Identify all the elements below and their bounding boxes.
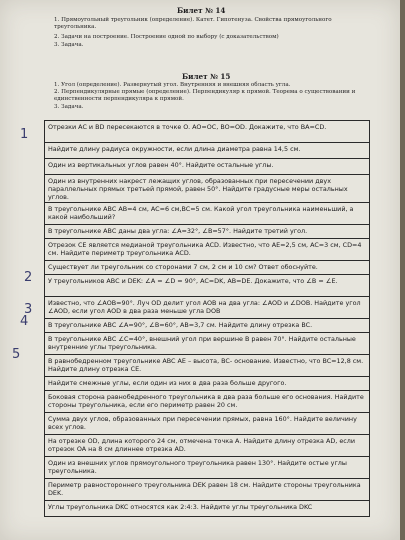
- problem-text: Периметр равностороннего треугольника DEK равен 18 см. Найдите стороны треугольника DEK.: [48, 481, 361, 497]
- problem-row: [45, 479, 369, 501]
- problem-text: Существует ли треугольник со сторонами 7 см, 2 см и 10 см? Ответ обоснуйте.: [48, 263, 318, 271]
- ticket-15-line-4: 3. Задача.: [54, 104, 84, 110]
- ticket-15-title: Билет № 15: [182, 72, 231, 81]
- problem-row: [45, 297, 369, 319]
- problem-row: [45, 377, 369, 391]
- ticket-header-area: [0, 0, 400, 118]
- problem-row: [45, 121, 369, 143]
- problem-text: Отрезки AC и BD пересекаются в точке O. AO=OC, BO=OD. Докажите, что BA=CD.: [48, 123, 327, 131]
- problem-row: [45, 225, 369, 239]
- problem-text: В треугольнике ABC ∠A=90°, ∠B=60°, AB=3,7 см. Найдите длину отрезка BC.: [48, 321, 313, 329]
- problem-text: В треугольнике ABC ∠C=40°, внешний угол при вершине B равен 70°. Найдите остальные внутренние углы треугольника.: [48, 335, 356, 351]
- problem-text: Известно, что ∠AOB=90°. Луч OD делит угол AOB на два угла: ∠AOD и ∠DOB. Найдите угол ∠AOD, если угол AOD в два раза меньше угла DOB: [48, 299, 361, 315]
- problem-text: Боковая сторона равнобедренного треугольника в два раза больше его основания. Найдите стороны треугольника, если его периметр равен 20 см.: [48, 393, 364, 409]
- ticket-14-line-2: треугольника.: [54, 24, 97, 30]
- problem-row: [45, 261, 369, 275]
- handwritten-mark-1: 1: [20, 127, 29, 142]
- problem-row: [45, 203, 369, 225]
- problem-row: [45, 435, 369, 457]
- problem-text: Найдите смежные углы, если один из них в два раза больше другого.: [48, 379, 287, 387]
- ticket-14-line-1: 1. Прямоугольный треугольник (определение). Катет. Гипотенуза. Свойства прямоугольного: [54, 17, 332, 23]
- problem-row: [45, 239, 369, 261]
- problem-row: [45, 457, 369, 479]
- handwritten-mark-3: 3: [24, 302, 33, 317]
- problem-row: [45, 391, 369, 413]
- problem-text: Найдите длину радиуса окружности, если длина диаметра равна 14,5 см.: [48, 145, 301, 153]
- problem-text: Один из внешних углов прямоугольного треугольника равен 130°. Найдите остые углы треугольника.: [48, 459, 347, 475]
- problem-text: Отрезок CE является медианой треугольника ACD. Известно, что AE=2,5 см, AC=3 см, CD=4 см. Найдите периметр треугольника ACD.: [48, 241, 362, 257]
- problem-text: Один из вертикальных углов равен 40°. Найдите остальные углы.: [48, 161, 274, 169]
- problem-table: [44, 120, 370, 517]
- problem-text: В треугольнике ABC AB=4 см, AC=6 см,BC=5 см. Какой угол треугольника наименьший, а какой наибольший?: [48, 205, 354, 221]
- problem-text: У треугольников ABC и DEK: ∠A = ∠D = 90°, AC=DK, AB=DE. Докажите, что ∠B = ∠E.: [48, 277, 338, 285]
- problem-row: [45, 319, 369, 333]
- ticket-15-line-2: 2. Перпендикулярные прямые (определение). Перпендикуляр к прямой. Теорема о существовании и: [54, 89, 356, 95]
- ticket-14-line-3: 2. Задачи на построение. Построение одной по выбору (с доказательством): [54, 34, 279, 40]
- problem-text: В равнобедренном треугольнике ABC AE – высота, BC- основание. Известно, что BC=12,8 см. Найдите длину отрезка CE.: [48, 357, 364, 373]
- problem-text: На отрезке OD, длина которого 24 см, отмечена точка A. Найдите длину отрезка AD, если отрезок OA на 8 см длиннее отрезка AD.: [48, 437, 356, 453]
- handwritten-mark-4: 4: [20, 314, 29, 329]
- problem-text: Сумма двух углов, образованных при пересечении прямых, равна 160°. Найдите величину всех углов.: [48, 415, 357, 431]
- ticket-14-line-4: 3. Задача.: [54, 42, 84, 48]
- problem-text: Углы треугольника DKC относятся как 2:4:3. Найдите углы треугольника DKC: [48, 503, 313, 511]
- problem-text: В треугольнике ABC даны два угла: ∠A=32°, ∠B=57°. Найдите третий угол.: [48, 227, 308, 235]
- problem-row: [45, 275, 369, 297]
- ticket-15-line-3: единственности перпендикуляра к прямой.: [54, 96, 184, 102]
- handwritten-mark-5: 5: [12, 347, 21, 362]
- problem-row: [45, 159, 369, 175]
- problem-row: [45, 175, 369, 203]
- handwritten-mark-2: 2: [24, 270, 33, 285]
- problem-row: [45, 355, 369, 377]
- problem-text: Один из внутренних накрест лежащих углов, образованных при пересечении двух параллельных прямых третьей прямой, равен 50°. Найдите градусные меры остальных углов.: [48, 177, 348, 201]
- problem-row: [45, 333, 369, 355]
- ticket-14-title: Билет № 14: [177, 6, 226, 15]
- problem-row: [45, 501, 369, 517]
- problem-row: [45, 413, 369, 435]
- ticket-15-line-1: 1. Угол (определение). Развернутый угол. Внутренняя и внешняя область угла.: [54, 82, 291, 88]
- problem-row: [45, 143, 369, 159]
